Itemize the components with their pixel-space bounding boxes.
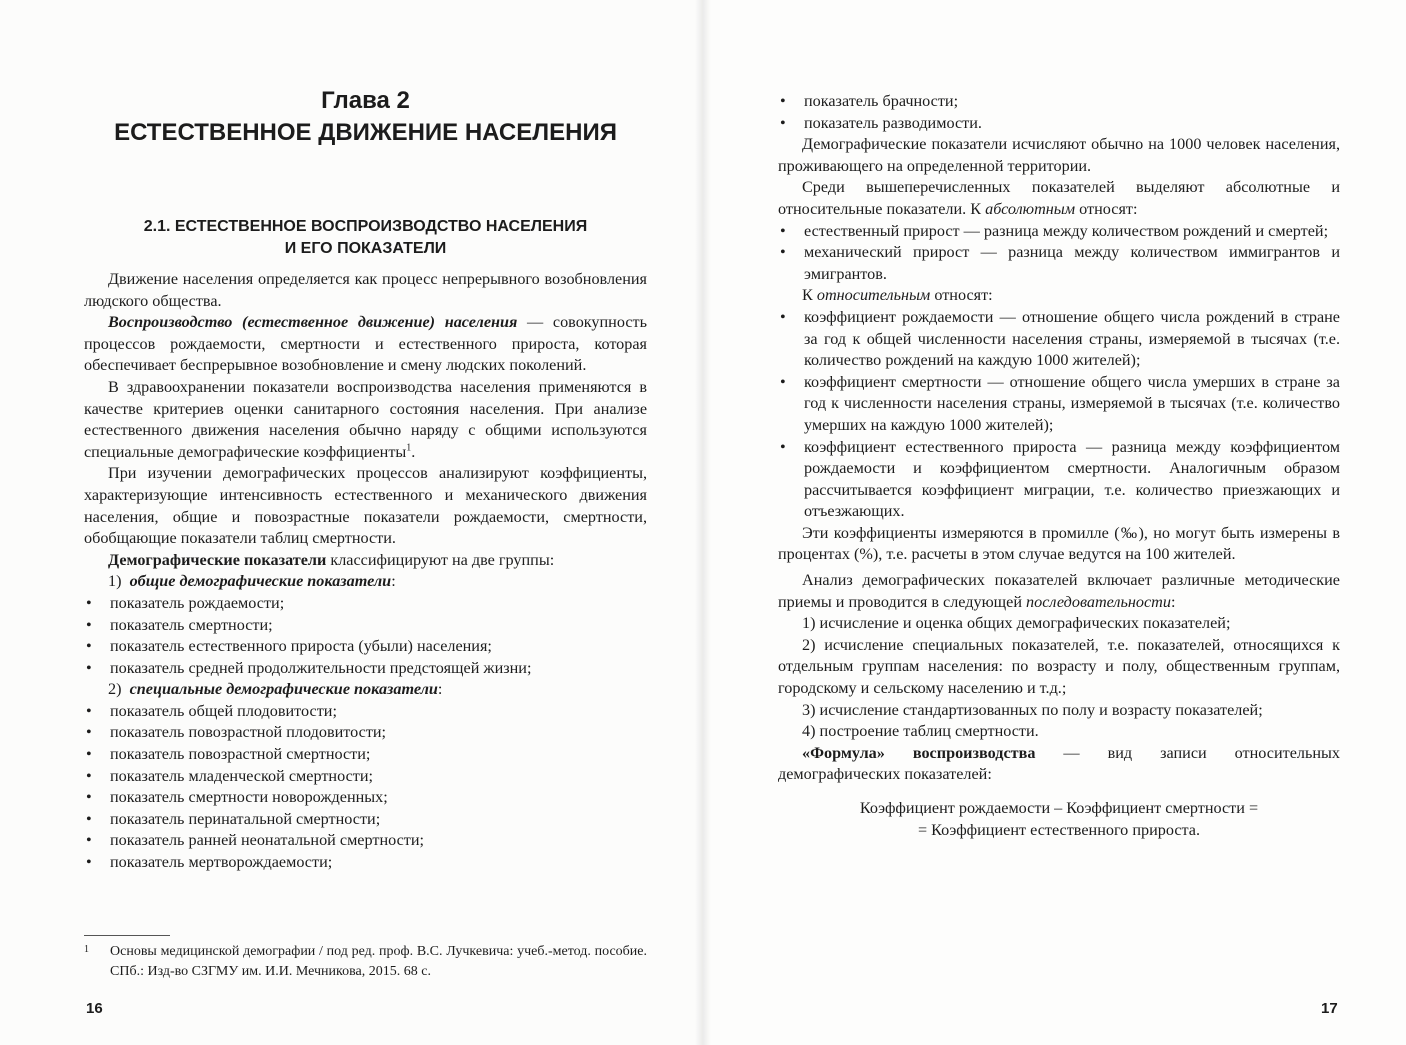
paragraph: К относительным относят: bbox=[802, 286, 993, 305]
section-title-line1: 2.1. ЕСТЕСТВЕННОЕ ВОСПРОИЗВОДСТВО НАСЕЛЕНИЯ bbox=[143, 218, 588, 235]
paragraph: Эти коэффициенты измеряются в промилле (‰), но могут быть измерены в процентах (%), т.е. расчеты в этом случае ведутся на 100 жителей. bbox=[778, 523, 1340, 564]
page-number: 16 bbox=[86, 1000, 103, 1017]
footnote-divider bbox=[84, 935, 170, 936]
list-item: • показатель младенческой смертности; bbox=[84, 766, 647, 788]
chapter-number: Глава 2 bbox=[321, 87, 410, 114]
chapter-title: ЕСТЕСТВЕННОЕ ДВИЖЕНИЕ НАСЕЛЕНИЯ bbox=[114, 119, 617, 146]
list-item: • коэффициент смертности — отношение общего числа умерших в стране за год к численности населения страны, измеряемой в тысячах (т.е. количество умерших на каждую 1000 жителей); bbox=[778, 372, 1340, 437]
paragraph: Демографические показатели исчисляют обычно на 1000 человек населения, проживающего на определенной территории. bbox=[778, 135, 1340, 175]
section-heading bbox=[84, 216, 647, 260]
page-number: 17 bbox=[1321, 1000, 1338, 1017]
bullet-list bbox=[778, 91, 1340, 134]
list-item: • показатель естественного прироста (убыли) населения; bbox=[84, 636, 647, 658]
term: «Формула» воспроизводства bbox=[802, 743, 1036, 762]
right-body-text bbox=[778, 91, 1340, 841]
formula-line2: = Коэффициент естественного прироста. bbox=[917, 820, 1201, 839]
numbered-step: 2) исчисление специальных показателей, т.е. показателей, относящихся к отдельным группам населения: по возрасту и полу, общественным группам, городскому и сельскому населению и т.д.; bbox=[778, 635, 1340, 698]
footnote-text: Основы медицинской демографии / под ред. проф. В.С. Лучкевича: учеб.-метод. пособие. СПб.: Изд-во СЗГМУ им. И.И. Мечникова, 2015. 68 с. bbox=[110, 944, 647, 979]
bullet-list bbox=[778, 307, 1340, 523]
chapter-heading bbox=[84, 86, 647, 150]
paragraph: «Формула» воспроизводства — вид записи относительных демографических показателей: bbox=[778, 743, 1340, 784]
list-item: • показатель брачности; bbox=[778, 91, 1340, 113]
bullet-list bbox=[84, 701, 647, 874]
footnote-mark: 1 bbox=[84, 944, 89, 955]
book-gutter bbox=[695, 0, 711, 1045]
numbered-step: 3) исчисление стандартизованных по полу и возрасту показателей; bbox=[802, 700, 1263, 719]
paragraph: Воспроизводство (естественное движение) населения — совокупность процессов рождаемости, смертности и естественного прироста, которая обеспечивает беспрерывное возобновление и смену людских поколений. bbox=[84, 313, 647, 375]
bullet-list bbox=[778, 221, 1340, 286]
section-title-line2: И ЕГО ПОКАЗАТЕЛИ bbox=[284, 240, 447, 257]
formula-line1: Коэффициент рождаемости – Коэффициент смертности = bbox=[859, 799, 1259, 817]
footnote-ref: 1 bbox=[406, 442, 412, 454]
term: Демографические показатели bbox=[108, 550, 327, 569]
list-item: • механический прирост — разница между количеством иммигрантов и эмигрантов. bbox=[778, 242, 1340, 285]
list-item: • показатель повозрастной плодовитости; bbox=[84, 722, 647, 744]
list-item: • показатель смертности новорожденных; bbox=[84, 787, 647, 809]
list-item: • показатель мертворождаемости; bbox=[84, 852, 647, 874]
group-heading: 1) общие демографические показатели: bbox=[108, 572, 396, 591]
term: Воспроизводство (естественное движение) населения bbox=[108, 313, 518, 332]
list-item: • показатель рождаемости; bbox=[84, 593, 647, 615]
list-item: • коэффициент рождаемости — отношение общего числа рождений в стране за год к общей численности населения страны, измеряемой в тысячах (т.е. количество рождений на каждую 1000 жителей); bbox=[778, 307, 1340, 372]
list-item: • показатель перинатальной смертности; bbox=[84, 809, 647, 831]
list-item: • показатель ранней неонатальной смертности; bbox=[84, 830, 647, 852]
paragraph: Движение населения определяется как процесс непрерывного возобновления людского общества. bbox=[84, 270, 647, 310]
footnote bbox=[84, 942, 647, 982]
list-item: • показатель общей плодовитости; bbox=[84, 701, 647, 723]
formula bbox=[778, 798, 1340, 841]
list-item: • показатель разводимости. bbox=[778, 113, 1340, 135]
list-item: • показатель смертности; bbox=[84, 615, 647, 637]
bullet-list bbox=[84, 593, 647, 679]
paragraph: Среди вышеперечисленных показателей выделяют абсолютные и относительные показатели. К абсолютным относят: bbox=[778, 178, 1340, 218]
group-heading: 2) специальные демографические показатели: bbox=[108, 680, 443, 699]
paragraph: При изучении демографических процессов анализируют коэффициенты, характеризующие интенсивность естественного и механического движения населения, общие и повозрастные показатели рождаемости, смертности, обобщающие показатели таблиц смертности. bbox=[84, 464, 647, 548]
numbered-step: 1) исчисление и оценка общих демографических показателей; bbox=[802, 614, 1231, 633]
numbered-step: 4) построение таблиц смертности. bbox=[802, 722, 1039, 741]
list-item: • коэффициент естественного прироста — разница между коэффициентом рождаемости и коэффициентом смертности. Аналогичным образом рассчитывается коэффициент миграции, т.е. количество приезжающих и отъезжающих. bbox=[778, 437, 1340, 523]
paragraph: Анализ демографических показателей включает различные методические приемы и проводится в следующей последовательности: bbox=[778, 571, 1340, 611]
paragraph: В здравоохранении показатели воспроизводства населения применяются в качестве критериев оценки санитарного состояния населения. При анализе естественного движения населения обычно наряду с общими используются специальные демографические коэффициенты$^1$. bbox=[84, 377, 647, 461]
paragraph: Демографические показатели классифицируют на две группы: bbox=[108, 550, 555, 569]
list-item: • показатель средней продолжительности предстоящей жизни; bbox=[84, 658, 647, 680]
list-item: • показатель повозрастной смертности; bbox=[84, 744, 647, 766]
list-item: • естественный прирост — разница между количеством рождений и смертей; bbox=[778, 221, 1340, 243]
left-body-text bbox=[84, 269, 647, 874]
right-page bbox=[703, 0, 1406, 1045]
